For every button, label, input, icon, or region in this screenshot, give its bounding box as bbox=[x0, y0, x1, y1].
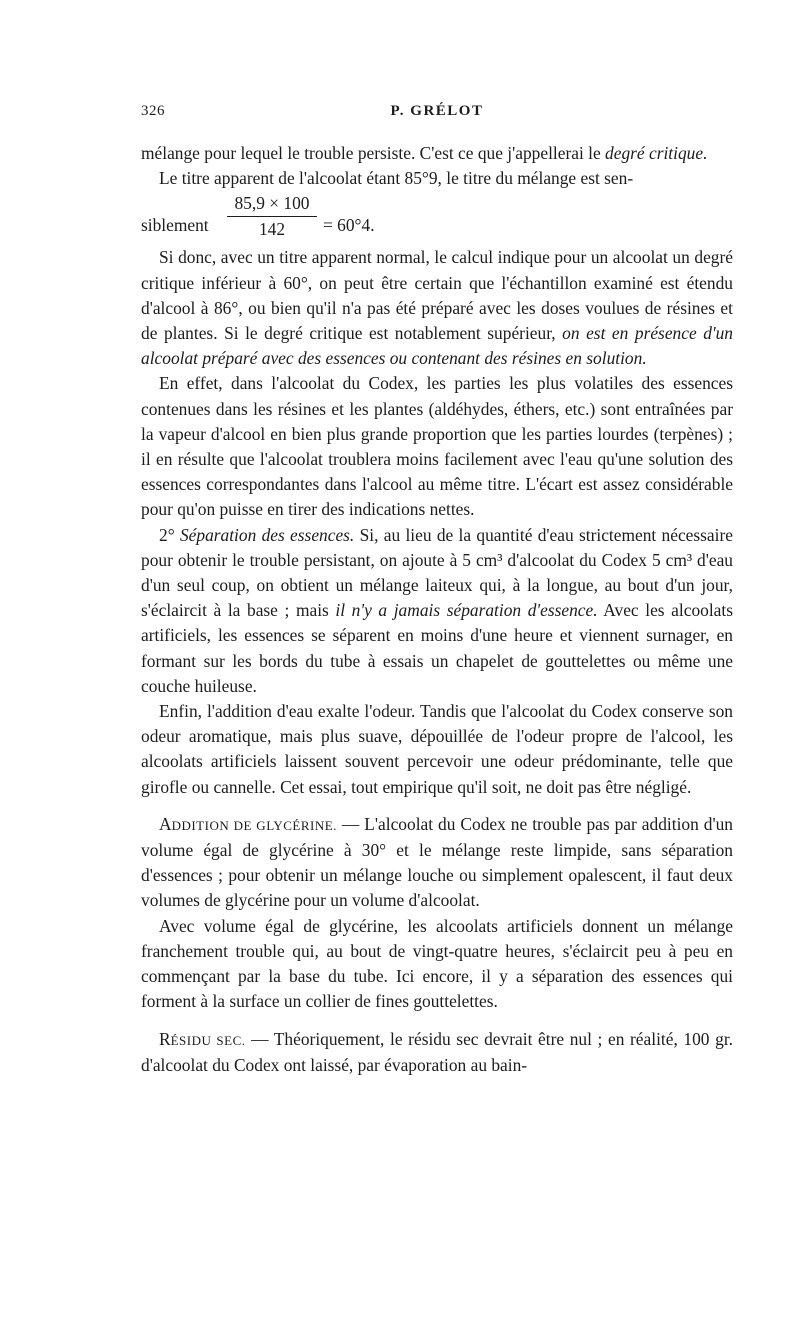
paragraph-7-text: — L'alcoolat du Codex ne trouble pas par addition d'un volume égal de glycérine à 30° et le mélange reste limpide, sans séparation d'essences ; pour obtenir un mélange louche ou simplement opalescent, il faut deux volumes de glycérine pour un volume d'alcoolat. bbox=[141, 813, 733, 911]
formula-line bbox=[141, 191, 733, 245]
paragraph-5-text: Si, au lieu de la quantité d'eau strictement nécessaire pour obtenir le trouble persistant, on ajoute à 5 cm³ d'alcoolat du Codex 5 cm³ d'eau d'un seul coup, on obtient un mélange laiteux qui, à la longue, au bout d'un jour, s'éclaircit à la base ; mais bbox=[141, 524, 733, 621]
formula-fraction bbox=[227, 191, 317, 241]
paragraph-4: En effet, dans l'alcoolat du Codex, les parties les plus volatiles des essences contenues dans les résines et les plantes (aldéhydes, éthers, etc.) sont entraînées par la vapeur d'alcool en bien plus grande proportion que les parties lourdes (terpènes) ; il en résulte que l'alcoolat troublera moins facilement avec l'eau qu'une solution des essences correspondantes dans l'alcool au même titre. L'écart est assez considérable pour qu'on puisse en tirer des indications nettes. bbox=[141, 373, 733, 520]
paragraph-2-text: Le titre apparent de l'alcoolat étant 85°9, le titre du mélange est sen- bbox=[159, 168, 634, 189]
paragraph-1 bbox=[141, 141, 733, 166]
paragraph-3-italic: on est en présence d'un alcoolat préparé avec des essences ou contenant des résines en solution. bbox=[141, 323, 733, 369]
page-number: 326 bbox=[141, 103, 165, 119]
term-degre-critique: degré critique. bbox=[605, 143, 708, 163]
paragraph-5-text-end: Avec les alcoolats artificiels, les essences se séparent en moins d'une heure et viennent surnager, en formant sur les bords du tube à essais un chapelet de gouttelettes ou même une couche huileuse. bbox=[141, 600, 733, 696]
paragraph-3 bbox=[141, 245, 733, 371]
paragraph-8: Avec volume égal de glycérine, les alcoolats artificiels donnent un mélange franchement trouble qui, au bout de vingt-quatre heures, s'éclaircit peu à peu en commençant par la base du tube. Ici encore, il y a séparation des essences qui forment à la surface un collier de fines gouttelettes. bbox=[141, 915, 733, 1012]
section-number: 2° bbox=[159, 524, 180, 545]
paragraph-3-text: Si donc, avec un titre apparent normal, le calcul indique pour un alcoolat un degré critique inférieur à 60°, on peut être certain que l'échantillon examiné est étendu d'alcool à 86°, ou bien qu'il n'a pas été préparé avec les doses voulues de résines et de plantes. Si le degré critique est notablement supérieur, bbox=[141, 247, 733, 344]
paragraph-5-italic: il n'y a jamais séparation d'essence. bbox=[335, 600, 598, 621]
page-header bbox=[141, 103, 733, 127]
section-heading-residu: ÉSIDU SEC. bbox=[170, 1032, 246, 1048]
paragraph-7 bbox=[141, 812, 733, 914]
section-heading-residu-initial: R bbox=[159, 1028, 171, 1049]
paragraph-9-text: — Théoriquement, le résidu sec devrait être nul ; en réalité, 100 gr. d'alcoolat du Codex ont laissé, par évaporation au bain- bbox=[141, 1028, 733, 1075]
section-heading-glycerine: DDITION DE GLYCÉRINE. bbox=[171, 817, 337, 833]
section-title-separation: Séparation des essences. bbox=[179, 524, 355, 545]
section-heading-glycerine-initial: A bbox=[159, 813, 172, 834]
paragraph-1-text: mélange pour lequel le trouble persiste. C'est ce que j'appellerai le bbox=[141, 143, 606, 163]
body-text bbox=[141, 141, 733, 1078]
paragraph-5 bbox=[141, 523, 733, 699]
formula-lead-word: siblement bbox=[141, 215, 209, 236]
paragraph-2 bbox=[141, 166, 733, 191]
formula-result: = 60°4. bbox=[323, 215, 375, 236]
formula-denominator: 142 bbox=[258, 219, 286, 240]
paragraph-6: Enfin, l'addition d'eau exalte l'odeur. Tandis que l'alcoolat du Codex conserve son odeur aromatique, mais plus suave, dépouillée de l'odeur propre de l'alcool, les alcoolats artificiels laissent souvent percevoir une odeur prédominante, telle que girofle ou cannelle. Cet essai, tout empirique qu'il soit, ne doit pas être négligé. bbox=[141, 701, 733, 797]
running-title: P. GRÉLOT bbox=[390, 103, 484, 119]
formula-numerator: 85,9 × 100 bbox=[227, 191, 317, 217]
paragraph-9 bbox=[141, 1027, 733, 1078]
